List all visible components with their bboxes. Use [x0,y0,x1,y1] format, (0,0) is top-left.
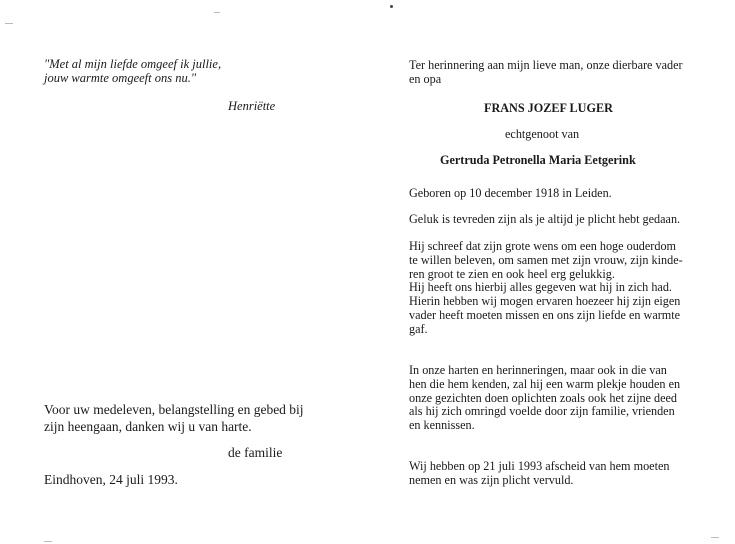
paragraph-3-line: nemen en was zijn plicht vervuld. [409,473,574,487]
family-signature: de familie [228,445,283,460]
quote-line-1: "Met al mijn liefde omgeef ik jullie, [44,57,222,71]
paragraph-2-line: hen die hem kenden, zal hij een warm plekje houden en [409,377,681,391]
scan-mark [44,541,52,542]
scan-speck [390,5,393,8]
intro-line-2: en opa [409,72,442,86]
paragraph-2-line: en kennissen. [409,418,475,432]
paragraph-1-line: Hierin hebben wij mogen ervaren hoezeer hij zijn eigen [409,294,681,308]
paragraph-3-line: Wij hebben op 21 juli 1993 afscheid van hem moeten [409,459,670,473]
paragraph-1-line: ren groot te zien en ook heel erg gelukkig. [409,267,615,281]
quote-line-2: jouw warmte omgeeft ons nu." [44,71,197,85]
paragraph-1-line: Hij schreef dat zijn grote wens om een hoge ouderdom [409,239,677,253]
place-date: Eindhoven, 24 juli 1993. [44,472,178,487]
scan-mark [711,537,719,538]
paragraph-2-line: als hij zich omringd voelde door zijn familie, vrienden [409,404,675,418]
intro-line-1: Ter herinnering aan mijn lieve man, onze dierbare vader [409,58,683,72]
birth-line: Geboren op 10 december 1918 in Leiden. [409,186,612,200]
paragraph-1-line: gaf. [409,322,428,336]
paragraph-1-line: vader heeft moeten missen en ons zijn liefde en warmte [409,308,681,322]
spouse-name: Gertruda Petronella Maria Eetgerink [440,153,636,167]
spouse-label: echtgenoot van [505,127,580,141]
paragraph-2-line: onze gezichten doen oplichten zoals ook het zijne deed [409,391,678,405]
happiness-line: Geluk is tevreden zijn als je altijd je plicht hebt gedaan. [409,212,681,226]
quote-signature: Henriëtte [228,99,276,113]
scan-mark [214,12,220,13]
deceased-name: FRANS JOZEF LUGER [484,101,613,115]
thanks-line-2: zijn heengaan, danken wij u van harte. [44,419,252,434]
thanks-line-1: Voor uw medeleven, belangstelling en gebed bij [44,402,304,417]
scan-mark [5,23,13,24]
paragraph-2-line: In onze harten en herinneringen, maar ook in die van [409,363,667,377]
paragraph-1-line: te willen beleven, om samen met zijn vrouw, zijn kinde- [409,253,683,267]
paragraph-1-line: Hij heeft ons hierbij alles gegeven wat hij in zich had. [409,280,672,294]
